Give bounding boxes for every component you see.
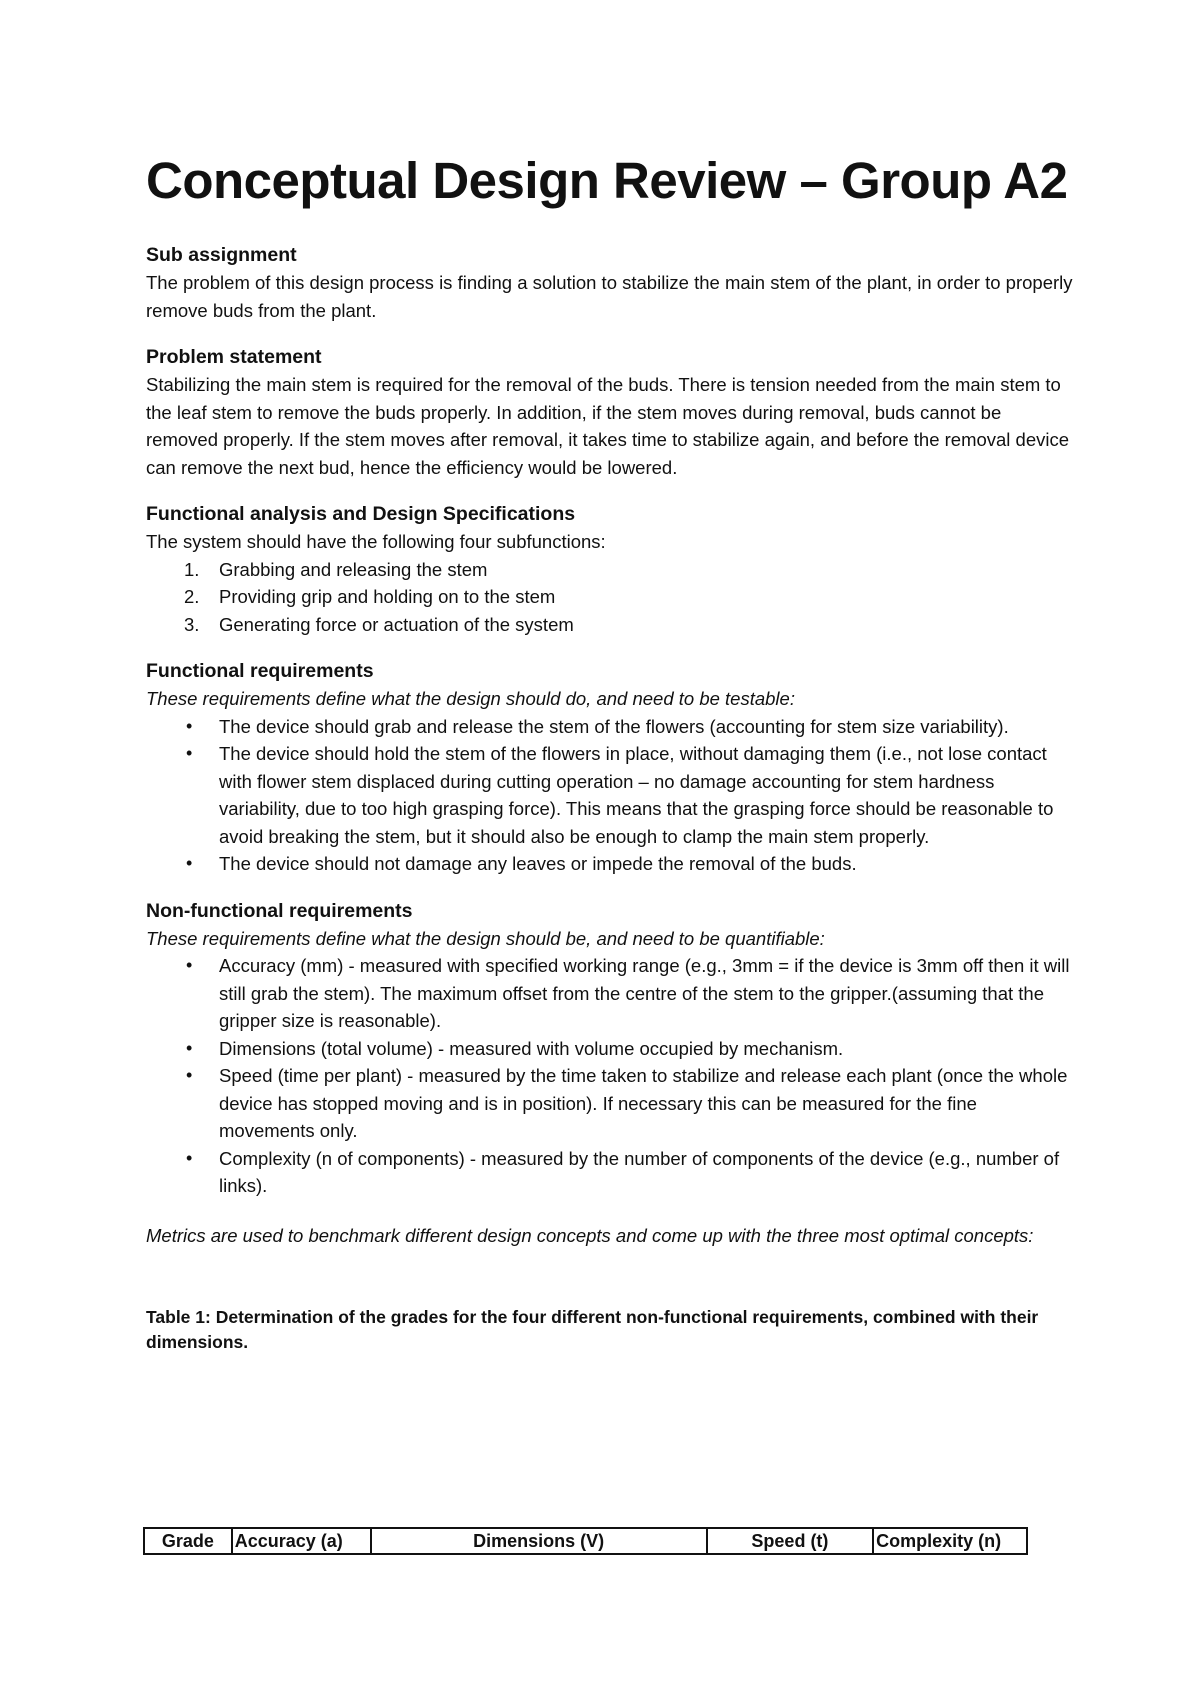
column-header-grade: Grade [144,1528,232,1554]
list-item [146,583,1076,611]
section-heading: Problem statement [146,346,322,368]
list-item [146,1035,1076,1063]
list-item [146,611,1076,639]
functional-requirements-list [146,713,1076,878]
list-item [146,740,1076,850]
list-item-text: Grabbing and releasing the stem [219,558,488,580]
list-item-text: The device should grab and release the stem of the flowers (accounting for stem size variability). [219,715,1009,737]
bullet-icon: • [186,1037,193,1058]
column-header-dimensions: Dimensions (V) [371,1528,707,1554]
bullet-icon: • [186,743,193,763]
list-item-text: Accuracy (mm) - measured with specified working range (e.g., 3mm = if the device is 3mm off then it will still grab the stem). The maximum offset from the centre of the stem to the gripper.(assuming that the gripper size is reasonable). [219,955,1070,1031]
list-item-text: Complexity (n of components) - measured by the number of components of the device (e.g., number of links). [219,1147,1060,1196]
section-intro: These requirements define what the design should be, and need to be quantifiable: [146,927,825,949]
bullet-icon: • [186,955,193,975]
non-functional-requirements-list [146,952,1076,1200]
section-functional-analysis [146,501,1076,638]
list-item-text: The device should hold the stem of the flowers in place, without damaging them (i.e., not lose contact with flower stem displaced during cutting operation – no damage accounting for stem hardness variability, due to too high grasping force). This means that the grasping force should be reasonable to avoid breaking the stem, but it should also be enough to clamp the main stem properly. [219,743,1054,847]
list-marker: 3. [184,613,200,635]
list-item-text: Generating force or actuation of the system [219,613,574,635]
page-title: Conceptual Design Review – Group A2 [146,152,1068,209]
section-heading: Sub assignment [146,244,297,266]
section-text: The problem of this design process is finding a solution to stabilize the main stem of the plant, in order to properly remove buds from the plant. [146,272,1073,321]
table-caption: Table 1: Determination of the grades for the four different non-functional requirements, combined with their dimensions. [146,1307,1039,1352]
bullet-icon: • [186,1065,193,1085]
list-item-text: Speed (time per plant) - measured by the time taken to stabilize and release each plant (once the whole device has stopped moving and is in position). If necessary this can be measured for the fine movements only. [219,1065,1068,1141]
section-text: Stabilizing the main stem is required for the removal of the buds. There is tension needed from the main stem to the leaf stem to remove the buds properly. In addition, if the stem moves during removal, buds cannot be removed properly. If the stem moves after removal, it takes time to stabilize again, and before the removal device can remove the next bud, hence the efficiency would be lowered. [146,374,1070,478]
section-heading: Functional analysis and Design Specifications [146,503,576,525]
column-header-complexity: Complexity (n) [873,1528,1027,1554]
section-intro: These requirements define what the design should do, and need to be testable: [146,688,795,709]
list-item-text: Providing grip and holding on to the stem [219,586,556,607]
list-item [146,1145,1076,1200]
list-item [146,952,1076,1035]
document-body [146,150,1076,1355]
column-header-speed: Speed (t) [707,1528,873,1554]
subfunction-list [146,556,1076,639]
section-heading: Non-functional requirements [146,899,413,922]
list-item [146,556,1076,584]
table-header-row [144,1528,1027,1554]
section-problem-statement [146,344,1076,481]
section-sub-assignment [146,242,1076,324]
bullet-icon: • [186,715,193,736]
section-heading: Functional requirements [146,660,374,682]
section-functional-requirements [146,658,1076,878]
list-marker: 1. [184,558,200,580]
list-item [146,713,1076,741]
section-non-functional-requirements [146,898,1076,1200]
bullet-icon: • [186,1147,193,1168]
list-item-text: Dimensions (total volume) - measured with volume occupied by mechanism. [219,1037,844,1059]
list-marker: 2. [184,586,200,607]
column-header-accuracy: Accuracy (a) [232,1528,371,1554]
section-intro: The system should have the following four subfunctions: [146,531,606,552]
bullet-icon: • [186,853,193,873]
list-item [146,1062,1076,1145]
list-item [146,850,1076,878]
list-item-text: The device should not damage any leaves or impede the removal of the buds. [219,853,857,874]
metrics-note: Metrics are used to benchmark different design concepts and come up with the three most optimal concepts: [146,1224,1034,1246]
grades-table [143,1527,1028,1555]
